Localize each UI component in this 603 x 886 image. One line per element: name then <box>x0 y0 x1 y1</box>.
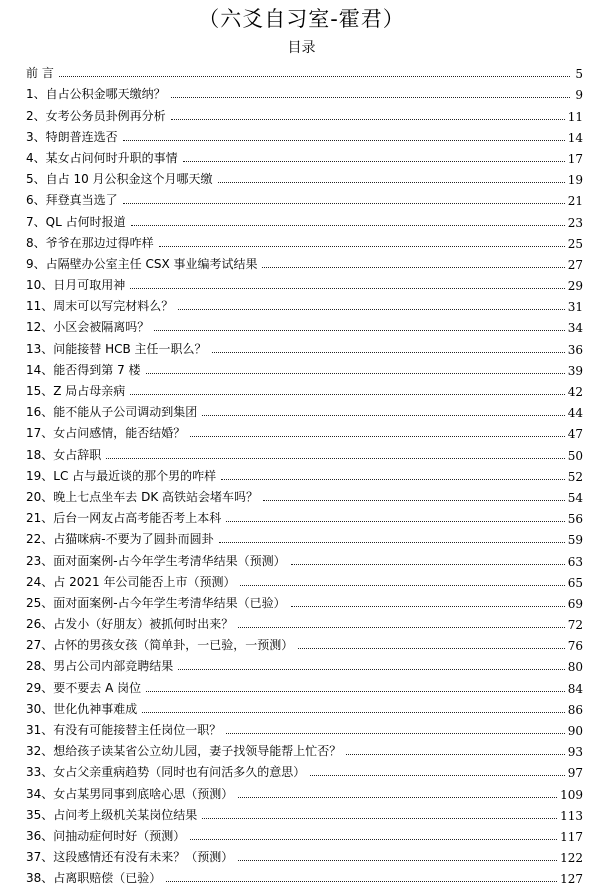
toc-entry-page-number: 27 <box>567 257 583 272</box>
toc-dot-leader <box>310 775 564 776</box>
toc-entry[interactable] <box>26 272 583 293</box>
toc-entry-page-number: 21 <box>567 194 583 209</box>
toc-dot-leader <box>123 203 565 204</box>
toc-entry[interactable] <box>26 145 583 166</box>
toc-entry-title: 20、晚上七点坐车去 DK 高铁站会堵车吗？ <box>26 489 259 504</box>
toc-dot-leader <box>183 161 565 162</box>
toc-entry[interactable] <box>26 674 583 695</box>
toc-entry[interactable] <box>26 420 583 441</box>
toc-dot-leader <box>219 542 565 543</box>
toc-entry-page-number: 63 <box>567 554 583 569</box>
toc-entry-title: 21、后台一网友占高考能否考上本科 <box>26 511 222 526</box>
toc-entry-page-number: 23 <box>567 215 583 230</box>
toc-entry[interactable] <box>26 802 583 823</box>
toc-entry-title: 38、占离职赔偿（已验） <box>26 871 162 886</box>
toc-entry-page-number: 86 <box>567 702 583 717</box>
toc-entry-page-number: 59 <box>567 533 583 548</box>
toc-entry[interactable] <box>26 357 583 378</box>
toc-entry-page-number: 65 <box>567 575 583 590</box>
toc-dot-leader <box>146 691 565 692</box>
toc-dot-leader <box>238 797 557 798</box>
toc-dot-leader <box>238 860 557 861</box>
toc-dot-leader <box>130 288 564 289</box>
toc-dot-leader <box>106 458 564 459</box>
toc-entry-title: 12、小区会被隔离吗？ <box>26 320 150 335</box>
toc-entry[interactable] <box>26 102 583 123</box>
toc-entry[interactable] <box>26 780 583 801</box>
toc-entry-page-number: 39 <box>567 363 583 378</box>
toc-entry[interactable] <box>26 717 583 738</box>
toc-entry-title: 7、QL 占何时报道 <box>26 214 126 229</box>
toc-entry[interactable] <box>26 208 583 229</box>
toc-entry-page-number: 93 <box>567 745 583 760</box>
toc-entry-title: 36、问抽动症何时好（预测） <box>26 828 186 843</box>
toc-entry-title: 4、某女占问何时升职的事情 <box>26 150 178 165</box>
toc-entry-page-number: 36 <box>567 342 583 357</box>
toc-entry-page-number: 29 <box>567 279 583 294</box>
toc-entry-title: 13、问能接替 HCB 主任一职么？ <box>26 341 207 356</box>
toc-entry[interactable] <box>26 463 583 484</box>
toc-entry-title: 33、女占父亲重病趋势（同时也有问活多久的意思） <box>26 765 306 780</box>
toc-entry-page-number: 54 <box>567 490 583 505</box>
toc-dot-leader <box>263 500 565 501</box>
toc-entry-page-number: 113 <box>560 808 583 823</box>
toc-entry-title: 34、女占某男同事到底啥心思（预测） <box>26 786 234 801</box>
toc-entry[interactable] <box>26 590 583 611</box>
toc-entry-title: 6、拜登真当选了 <box>26 193 118 208</box>
toc-entry-page-number: 25 <box>567 236 583 251</box>
toc-entry-title: 22、占猫咪病-不要为了圆卦而圆卦 <box>26 532 214 547</box>
toc-dot-leader <box>59 76 570 77</box>
toc-entry[interactable] <box>26 81 583 102</box>
toc-entry-page-number: 122 <box>560 851 583 866</box>
toc-entry-title: 35、占问考上级机关某岗位结果 <box>26 807 198 822</box>
toc-entry-title: 29、要不要去 A 岗位 <box>26 680 142 695</box>
toc-entry-title: 1、自占公积金哪天缴纳？ <box>26 87 166 102</box>
toc-entry-page-number: 44 <box>567 406 583 421</box>
toc-entry-page-number: 117 <box>560 829 583 844</box>
toc-entry[interactable] <box>26 759 583 780</box>
toc-dot-leader <box>346 754 564 755</box>
toc-entry[interactable] <box>26 526 583 547</box>
toc-dot-leader <box>171 97 570 98</box>
toc-entry-title: 15、Z 局占母亲病 <box>26 384 126 398</box>
toc-entry-page-number: 9 <box>575 88 583 103</box>
toc-dot-leader <box>298 648 564 649</box>
toc-entry-page-number: 76 <box>567 639 583 654</box>
toc-entry-title: 前 言 <box>26 66 54 81</box>
toc-entry[interactable] <box>26 738 583 759</box>
toc-dot-leader <box>131 225 565 226</box>
toc-dot-leader <box>226 733 564 734</box>
toc-entry[interactable] <box>26 696 583 717</box>
toc-entry[interactable] <box>26 335 583 356</box>
toc-entry-page-number: 52 <box>567 469 583 484</box>
toc-entry[interactable] <box>26 251 583 272</box>
toc-entry-title: 16、能不能从子公司调动到集团 <box>26 405 198 420</box>
toc-dot-leader <box>240 585 564 586</box>
toc-entry[interactable] <box>26 653 583 674</box>
toc-dot-leader <box>202 818 557 819</box>
toc-entry-page-number: 5 <box>575 67 583 82</box>
toc-entry[interactable] <box>26 611 583 632</box>
toc-dot-leader <box>238 627 564 628</box>
toc-entry[interactable] <box>26 124 583 145</box>
toc-entry[interactable] <box>26 314 583 335</box>
toc-dot-leader <box>123 140 565 141</box>
toc-entry[interactable] <box>26 378 583 399</box>
toc-entry-page-number: 97 <box>567 766 583 781</box>
toc-entry-page-number: 56 <box>567 512 583 527</box>
toc-dot-leader <box>171 119 565 120</box>
toc-entry[interactable] <box>26 632 583 653</box>
toc-entry-title: 30、世化仇神事难成 <box>26 701 138 716</box>
toc-entry-page-number: 109 <box>560 787 583 802</box>
toc-dot-leader <box>226 521 564 522</box>
toc-entry-title: 27、占怀的男孩女孩（简单卦，一已验，一预测） <box>26 638 294 653</box>
toc-entry[interactable] <box>26 230 583 251</box>
toc-entry-title: 17、女占问感情，能否结婚？ <box>26 426 186 441</box>
toc-entry-title: 28、男占公司内部竞聘结果 <box>26 659 174 674</box>
toc-entry-page-number: 14 <box>567 130 583 145</box>
toc-dot-leader <box>218 182 565 183</box>
toc-entry[interactable] <box>26 166 583 187</box>
toc-dot-leader <box>212 352 565 353</box>
toc-entry-title: 18、女占辞职 <box>26 447 102 462</box>
toc-entry-page-number: 50 <box>567 448 583 463</box>
toc-entry[interactable] <box>26 187 583 208</box>
toc-entry-title: 23、面对面案例-占今年学生考清华结果（预测） <box>26 553 286 568</box>
toc-dot-leader <box>202 415 564 416</box>
toc-entry-title: 37、这段感情还有没有未来？（预测） <box>26 850 234 865</box>
toc-entry[interactable] <box>26 505 583 526</box>
toc-dot-leader <box>166 881 557 882</box>
toc-dot-leader <box>178 309 564 310</box>
toc-entry-page-number: 34 <box>567 321 583 336</box>
toc-entry-page-number: 19 <box>567 173 583 188</box>
toc-entry-title: 11、周末可以写完材料么？ <box>26 299 174 314</box>
toc-dot-leader <box>190 839 557 840</box>
toc-entry-page-number: 80 <box>567 660 583 675</box>
toc-dot-leader <box>291 606 565 607</box>
toc-dot-leader <box>142 712 564 713</box>
toc-dot-leader <box>154 330 564 331</box>
toc-entry[interactable] <box>26 569 583 590</box>
toc-entry-title: 31、有没有可能接替主任岗位一职？ <box>26 723 222 737</box>
toc-dot-leader <box>130 394 564 395</box>
toc-entry[interactable] <box>26 293 583 314</box>
toc-entry-page-number: 127 <box>560 872 583 886</box>
toc-entry-title: 19、LC 占与最近谈的那个男的咋样 <box>26 468 217 483</box>
toc-entry-title: 32、想给孩子读某省公立幼儿园，妻子找领导能帮上忙否？ <box>26 744 342 759</box>
toc-entry-title: 10、日月可取用神 <box>26 278 126 293</box>
toc-entry-page-number: 69 <box>567 596 583 611</box>
document-title: （六爻自习室-霍君） <box>198 7 405 31</box>
toc-entry-page-number: 31 <box>567 300 583 315</box>
toc-entry-page-number: 11 <box>567 109 583 124</box>
toc-dot-leader <box>159 246 565 247</box>
toc-dot-leader <box>190 436 564 437</box>
toc-entry-title: 26、占发小（好朋友）被抓何时出来？ <box>26 617 234 632</box>
toc-heading: 目录 <box>287 40 316 56</box>
toc-entry-title: 3、特朗普连选否 <box>26 129 118 144</box>
toc-entry-page-number: 17 <box>567 151 583 166</box>
toc-entry-title: 25、面对面案例-占今年学生考清华结果（已验） <box>26 595 286 610</box>
toc-entry[interactable] <box>26 865 583 886</box>
toc-entry[interactable] <box>26 844 583 865</box>
toc-entry-title: 24、占 2021 年公司能否上市（预测） <box>26 574 236 589</box>
toc-entry-title: 5、自占 10 月公积金这个月哪天缴 <box>26 172 213 187</box>
toc-dot-leader <box>146 373 565 374</box>
toc-entry-page-number: 42 <box>567 385 583 399</box>
toc-entry[interactable] <box>26 484 583 505</box>
toc-entry-title: 8、爷爷在那边过得咋样 <box>26 235 154 250</box>
toc-entry[interactable] <box>26 441 583 462</box>
toc-entry-title: 9、占隔壁办公室主任 CSX 事业编考试结果 <box>26 256 258 271</box>
toc-dot-leader <box>262 267 564 268</box>
toc-dot-leader <box>291 564 565 565</box>
toc-entry[interactable] <box>26 60 583 81</box>
table-of-contents <box>26 60 583 886</box>
toc-entry-page-number: 72 <box>567 618 583 633</box>
toc-entry-title: 2、女考公务员卦例再分析 <box>26 108 166 123</box>
toc-entry[interactable] <box>26 823 583 844</box>
toc-entry[interactable] <box>26 399 583 420</box>
toc-entry-page-number: 90 <box>567 724 583 738</box>
toc-entry-page-number: 47 <box>567 427 583 442</box>
toc-entry-page-number: 84 <box>567 681 583 696</box>
toc-entry[interactable] <box>26 547 583 568</box>
toc-dot-leader <box>178 669 564 670</box>
toc-entry-title: 14、能否得到第 7 楼 <box>26 362 141 377</box>
toc-dot-leader <box>221 479 565 480</box>
